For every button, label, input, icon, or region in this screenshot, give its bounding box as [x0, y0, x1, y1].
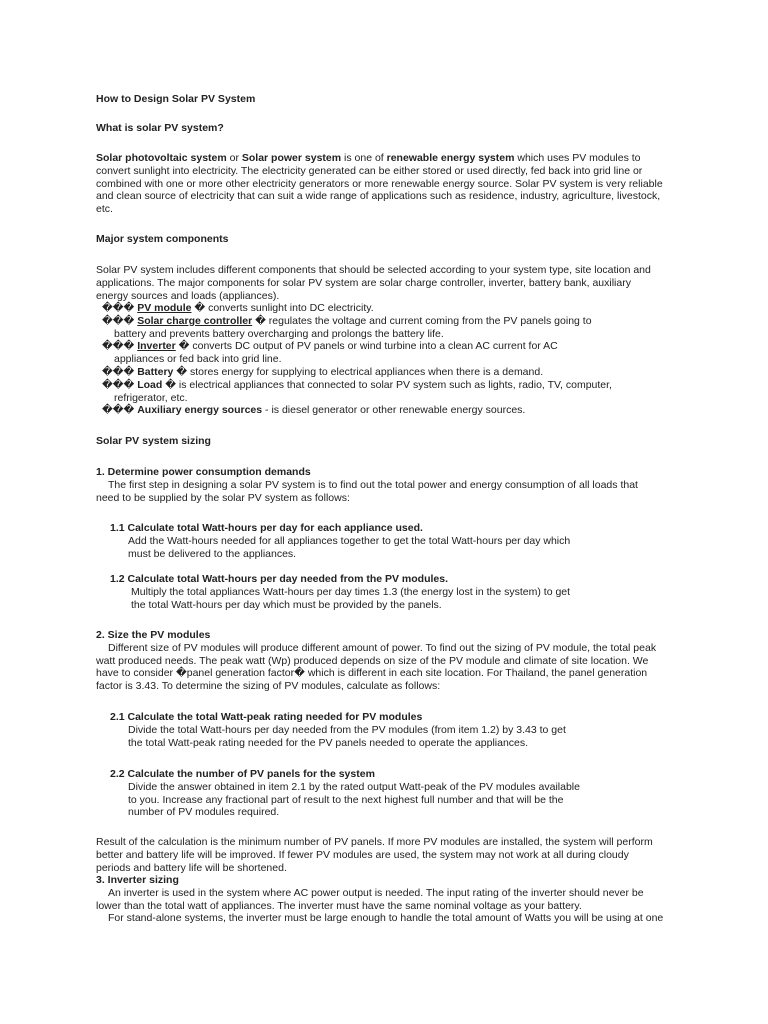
bullet: ��� — [102, 302, 138, 314]
section-2-text: have to consider �panel generation factor� which is different in each site location. For Thailand, the panel generation — [96, 667, 648, 680]
heading-major-components: Major system components — [96, 233, 229, 245]
result-paragraph — [96, 836, 686, 874]
list-item-pv-module — [102, 302, 692, 315]
components-intro-line: energy sources and loads (appliances). — [96, 289, 280, 302]
components-intro-line: applications. The major components for solar PV system are solar charge controller, inverter, battery bank, auxiliary — [96, 276, 631, 289]
result-text: better and battery life will be improved. If fewer PV modules are used, the system may not work at all during cloudy — [96, 848, 629, 861]
item-continuation: battery and prevents battery overcharging and prolongs the battery life. — [114, 327, 444, 340]
section-1-1-heading: 1.1 Calculate total Watt-hours per day for each appliance used. — [110, 522, 423, 534]
link-pv-module[interactable]: PV module — [137, 302, 192, 314]
bullet: ��� — [102, 340, 138, 353]
heading-what-is: What is solar PV system? — [96, 122, 224, 134]
section-2-2-text: number of PV modules required. — [128, 806, 280, 819]
bullet: ��� — [102, 314, 138, 327]
term-load: Load — [137, 378, 163, 391]
section-1-text: need to be supplied by the solar PV system as follows: — [96, 491, 350, 504]
intro-line-3: combined with one or more other electricity generators or more renewable energy source. Solar PV system is very reliable — [96, 177, 663, 190]
section-1-1-text: Add the Watt-hours needed for all appliances together to get the total Watt-hours per day which — [128, 534, 571, 547]
section-3 — [96, 874, 686, 925]
section-1-text: The first step in designing a solar PV system is to find out the total power and energy consumption of all loads that — [108, 478, 638, 491]
section-1-2 — [110, 573, 700, 611]
intro-text: which uses PV modules to — [514, 152, 641, 164]
section-1-heading: 1. Determine power consumption demands — [96, 466, 311, 478]
item-text: - is diesel generator or other renewable energy sources. — [262, 404, 526, 417]
intro-text: is one of — [341, 152, 387, 164]
intro-line-5: etc. — [96, 203, 113, 216]
intro-line-1 — [96, 152, 686, 165]
list-item-charge-controller — [102, 315, 692, 328]
components-intro-line: Solar PV system includes different components that should be selected according to your system type, site location and — [96, 264, 651, 276]
intro-text: or — [226, 152, 242, 164]
list-item-battery — [102, 366, 692, 379]
item-text: � regulates the voltage and current coming from the PV panels going to — [252, 314, 592, 327]
item-continuation: appliances or fed back into grid line. — [114, 353, 282, 366]
section-2-heading: 2. Size the PV modules — [96, 629, 211, 641]
bullet: ��� — [102, 404, 138, 417]
section-2-2-heading: 2.2 Calculate the number of PV panels for the system — [110, 768, 375, 780]
section-2-1-text: the total Watt-peak rating needed for the PV panels needed to operate the appliances. — [128, 736, 529, 749]
section-1-2-text: the total Watt-hours per day which must be provided by the panels. — [131, 598, 442, 611]
link-charge-controller[interactable]: Solar charge controller — [137, 314, 253, 327]
link-inverter[interactable]: Inverter — [137, 340, 176, 353]
section-2-text: watt produced needs. The peak watt (Wp) produced depends on size of the PV module and climate of site location. We — [96, 654, 649, 667]
section-2-2 — [110, 768, 700, 819]
document-title: How to Design Solar PV System — [96, 93, 256, 105]
intro-line-4: and clean source of electricity that can suit a wide range of applications such as residence, industry, agriculture, livestock, — [96, 190, 661, 203]
item-continuation: refrigerator, etc. — [114, 391, 188, 404]
bullet: ��� — [102, 365, 138, 378]
section-2-2-text: to you. Increase any fractional part of result to the next highest full number and that will be the — [128, 793, 564, 806]
section-2-2-text: Divide the answer obtained in item 2.1 by the rated output Watt-peak of the PV modules available — [128, 780, 580, 793]
components-intro — [96, 264, 686, 302]
item-text: � stores energy for supplying to electrical appliances when there is a demand. — [173, 365, 544, 378]
section-2-text: Different size of PV modules will produce different amount of power. To find out the sizing of PV module, the total peak — [108, 641, 657, 654]
list-item-load — [102, 379, 692, 392]
section-1-2-text: Multiply the total appliances Watt-hours per day times 1.3 (the energy lost in the system) to get — [131, 585, 571, 598]
section-1-1-text: must be delivered to the appliances. — [128, 547, 297, 560]
section-1-2-heading: 1.2 Calculate total Watt-hours per day needed from the PV modules. — [110, 573, 449, 585]
intro-paragraph — [96, 152, 686, 216]
item-text: � converts sunlight into DC electricity. — [191, 302, 374, 314]
term-solar-power-system: Solar power system — [241, 152, 342, 164]
term-battery: Battery — [137, 365, 174, 378]
components-list — [102, 302, 692, 417]
item-text: � is electrical appliances that connected to solar PV system such as lights, radio, TV, computer, — [162, 378, 612, 391]
section-1 — [96, 466, 686, 504]
result-text: Result of the calculation is the minimum number of PV panels. If more PV modules are installed, the system will perform — [96, 836, 653, 848]
list-item-auxiliary — [102, 404, 692, 417]
heading-system-sizing: Solar PV system sizing — [96, 435, 211, 447]
bullet: ��� — [102, 378, 138, 391]
term-auxiliary: Auxiliary energy sources — [137, 404, 263, 417]
intro-line-2: convert sunlight into electricity. The electricity generated can be either stored or used directly, fed back into grid line or — [96, 164, 643, 177]
list-item-inverter — [102, 340, 692, 353]
section-3-text: lower than the total watt of appliances. The inverter must have the same nominal voltage as your battery. — [96, 899, 582, 912]
item-text: � converts DC output of PV panels or wind turbine into a clean AC current for AC — [175, 340, 558, 353]
section-2 — [96, 629, 686, 693]
section-1-1 — [110, 522, 700, 560]
section-3-text: For stand-alone systems, the inverter must be large enough to handle the total amount of Watts you will be using at one — [108, 912, 664, 925]
result-text: periods and battery life will be shortened. — [96, 861, 287, 874]
term-solar-photovoltaic: Solar photovoltaic system — [96, 152, 227, 164]
section-2-1 — [110, 711, 700, 749]
term-renewable-energy: renewable energy system — [386, 152, 515, 164]
section-3-heading: 3. Inverter sizing — [96, 874, 179, 886]
section-2-1-text: Divide the total Watt-hours per day needed from the PV modules (from item 1.2) by 3.43 to get — [128, 723, 566, 736]
section-2-1-heading: 2.1 Calculate the total Watt-peak rating needed for PV modules — [110, 711, 423, 723]
section-3-text: An inverter is used in the system where AC power output is needed. The input rating of the inverter should never be — [108, 886, 644, 899]
section-2-text: factor is 3.43. To determine the sizing of PV modules, calculate as follows: — [96, 680, 441, 693]
